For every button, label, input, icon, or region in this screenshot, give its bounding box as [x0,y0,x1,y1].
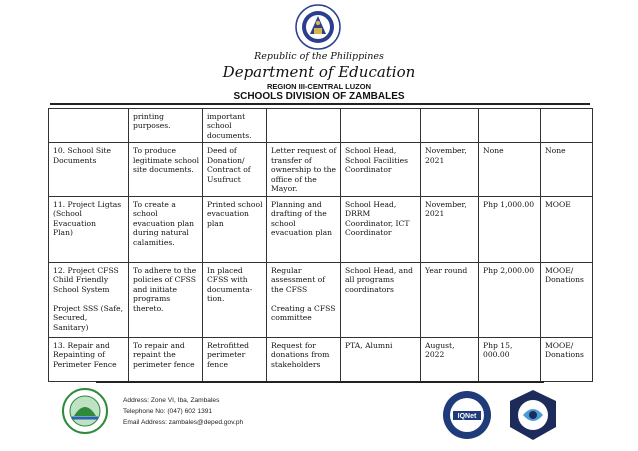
table-cell: November, 2021 [421,196,479,262]
telephone-text: Telephone No: (047) 602 1391 [123,408,213,415]
table-cell: Printed school evacuation plan [203,196,267,262]
table-cell: 10. School Site Documents [49,143,129,196]
table-body [49,109,593,382]
region-text: REGION III-CENTRAL LUZON [266,82,372,91]
email-text: Email Address: zambales@deped.gov.ph [123,419,244,426]
svg-text:IQNet: IQNet [457,413,477,420]
table-row [49,196,593,262]
address-text: Address: Zone VI, Iba, Zambales [123,397,220,404]
action-plan-table [48,108,593,382]
letterhead [0,0,638,108]
table-cell: 11. Project Ligtas (School Evacuation Plan) [49,196,129,262]
table-cell: To create a school evacuation plan during natural calamities. [129,196,203,262]
deped-seal-logo [295,4,341,50]
table-cell: In placed CFSS with documenta- tion. [203,262,267,337]
table-cell [541,109,593,143]
iqnet-certified-logo [442,390,492,440]
republic-text: Republic of the Philippines [254,51,384,62]
table-cell: Request for donations from stakeholders [267,337,341,381]
table-cell: 13. Repair and Repainting of Perimeter Fence [49,337,129,381]
table-cell: Php 2,000.00 [479,262,541,337]
header-divider [50,103,590,105]
table-cell: August, 2022 [421,337,479,381]
table-cell [421,109,479,143]
table-cell: important school documents. [203,109,267,143]
division-title: SCHOOLS DIVISION OF ZAMBALES [233,91,405,102]
table-cell: To adhere to the policies of CFSS and initiate programs thereto. [129,262,203,337]
table-cell: November, 2021 [421,143,479,196]
table-cell: MOOE/ Donations [541,262,593,337]
table-cell: School Head, and all programs coordinators [341,262,421,337]
table-cell [267,109,341,143]
table-cell: Letter request of transfer of ownership to the office of the Mayor. [267,143,341,196]
table-cell: printing purposes. [129,109,203,143]
table-cell: School Head, School Facilities Coordinator [341,143,421,196]
footer-divider [96,381,544,383]
table-cell: MOOE [541,196,593,262]
table-cell: PTA, Alumni [341,337,421,381]
table-cell: None [541,143,593,196]
table-cell: MOOE/ Donations [541,337,593,381]
table-cell: School Head, DRRM Coordinator, ICT Coordinator [341,196,421,262]
table-row [49,337,593,381]
table-cell: Retrofitted perimeter fence [203,337,267,381]
table-row [49,262,593,337]
table-cell: Php 15, 000.00 [479,337,541,381]
certification-badge-logo [506,389,560,441]
table-cell: 12. Project CFSS Child Friendly School System Project SSS (Safe, Secured, Sanitary) [49,262,129,337]
table-cell: Deed of Donation/ Contract of Usufruct [203,143,267,196]
table-row [49,109,593,143]
department-title: Department of Education [222,63,416,81]
table-cell: Php 1,000.00 [479,196,541,262]
table-cell: None [479,143,541,196]
table-cell: To repair and repaint the perimeter fence [129,337,203,381]
contact-block [123,395,243,428]
division-seal-logo [62,388,108,434]
table-cell [341,109,421,143]
table-cell: To produce legitimate school site documents. [129,143,203,196]
table-cell: Planning and drafting of the school evacuation plan [267,196,341,262]
table-cell [49,109,129,143]
table-row [49,143,593,196]
table-cell: Year round [421,262,479,337]
table-cell: Regular assessment of the CFSS Creating a CFSS committee [267,262,341,337]
table-cell [479,109,541,143]
